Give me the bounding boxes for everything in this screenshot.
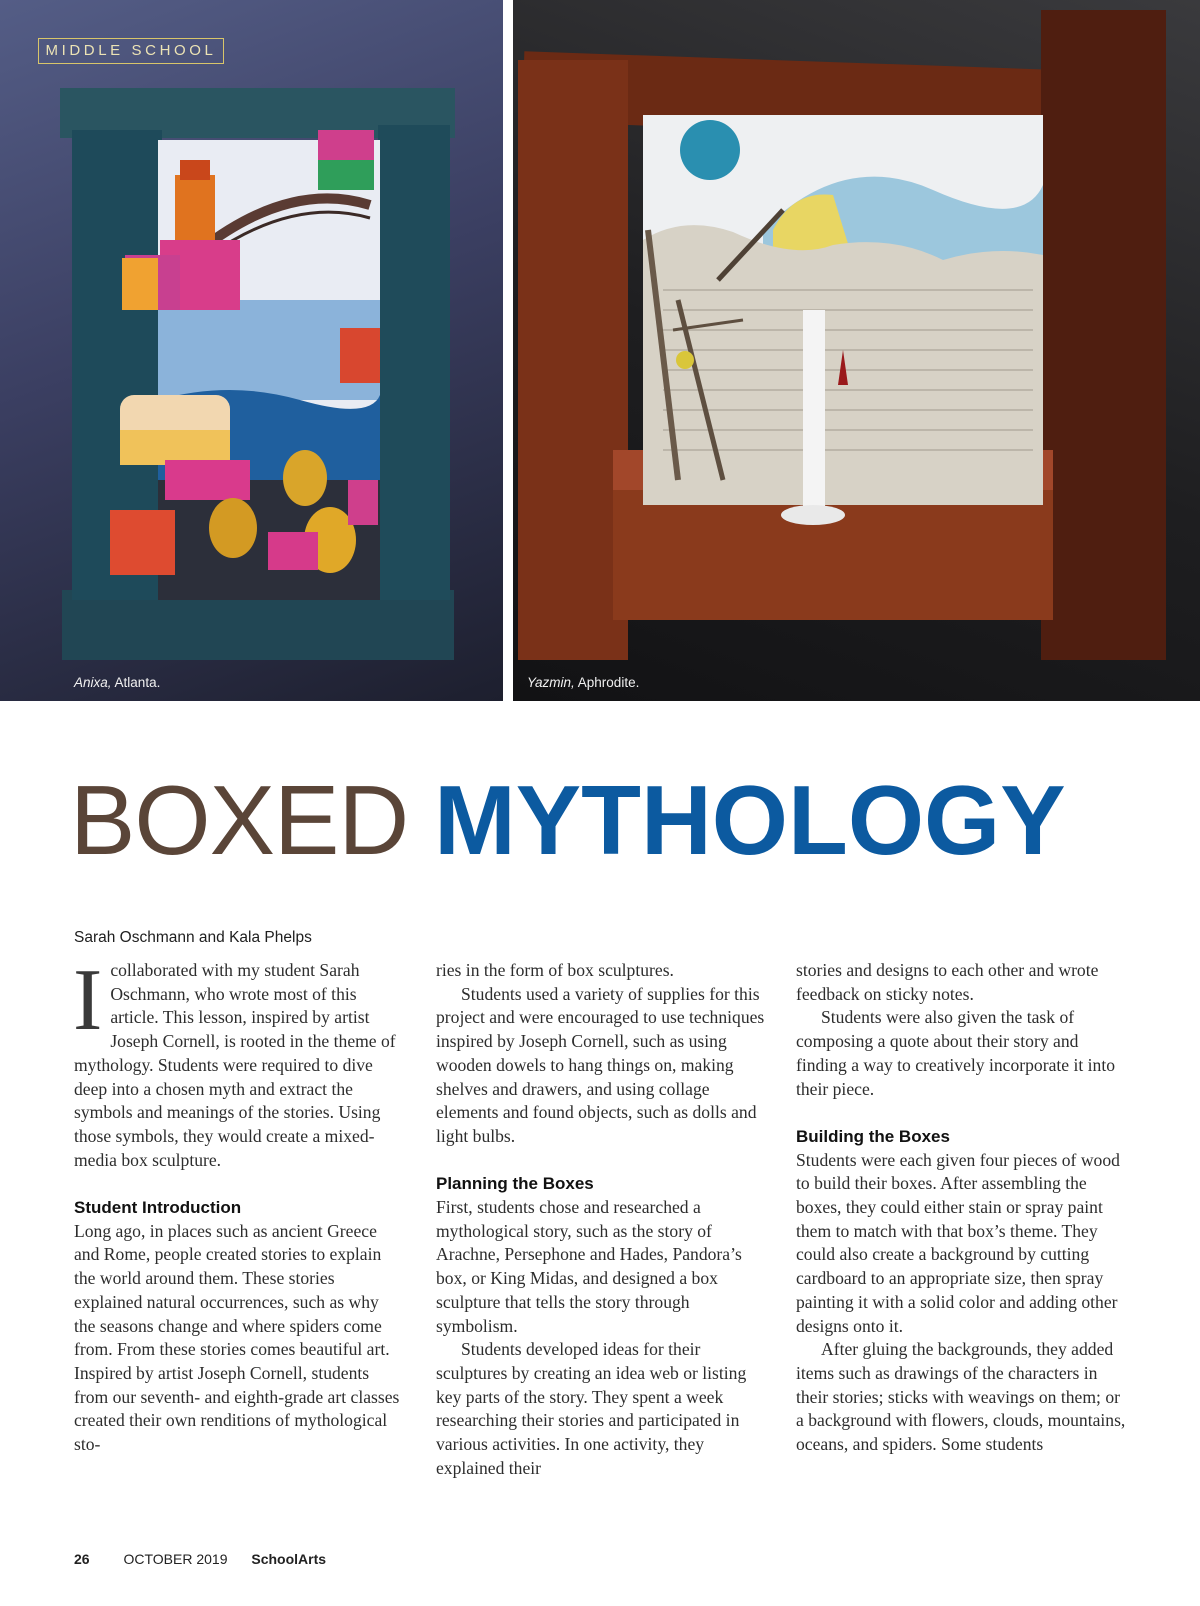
aphrodite-box-sculpture-image — [513, 0, 1200, 701]
drop-cap: I — [73, 952, 103, 1049]
photo-caption-left — [74, 675, 160, 690]
section-badge: MIDDLE SCHOOL — [38, 38, 224, 64]
headline-bold: MYTHOLOGY — [434, 765, 1066, 875]
magazine-name: SchoolArts — [251, 1551, 327, 1567]
text-column-1 — [73, 952, 404, 1457]
paragraph: After gluing the backgrounds, they added items such as drawings of the characters in their stories; sticks with weavings on them; or a background with flowers, clouds, mountains, oceans, and spiders. Some students — [796, 1339, 1126, 1455]
photo-caption-right — [527, 675, 639, 690]
paragraph: Students were each given four pieces of wood to build their boxes. After assembling the boxes, they could either stain or spray paint them to match with that box’s theme. They could also create a background by cutting cardboard to an appropriate size, then spray painting it with a solid color and adding other designs onto it. — [796, 1149, 1120, 1336]
page-footer — [74, 1551, 326, 1567]
text-column-3 — [796, 959, 1126, 1457]
headline-light: BOXED — [70, 765, 409, 875]
paragraph: stories and designs to each other and wrote feedback on sticky notes. — [796, 960, 1099, 1004]
paragraph: First, students chose and researched a mythological story, such as the story of Arachne, Persephone and Hades, Pandora’s box, or King Midas, and designed a box sculpture that tells the story through symbolism. — [436, 1197, 742, 1336]
byline: Sarah Oschmann and Kala Phelps — [74, 929, 312, 946]
page-number: 26 — [74, 1551, 90, 1567]
paragraph: Students used a variety of supplies for this project and were encouraged to use techniques inspired by Joseph Cornell, such as using wooden dowels to hang things on, making shelves and drawers, and using collage elements and found objects, such as dolls and light bulbs. — [436, 983, 765, 1146]
heading-building-the-boxes: Building the Boxes — [796, 1126, 950, 1146]
article-headline — [70, 765, 1170, 880]
issue-date: OCTOBER 2019 — [123, 1551, 228, 1567]
caption-artist: Anixa, — [74, 675, 112, 690]
photo-aphrodite — [513, 0, 1200, 701]
intro-paragraph — [73, 952, 404, 1172]
caption-title: Atlanta. — [114, 675, 161, 690]
heading-planning-the-boxes: Planning the Boxes — [436, 1174, 594, 1194]
paragraph: Students developed ideas for their sculptures by creating an idea web or listing key parts of the story. They spent a week researching their stories and participated in various activities. In one activity, they explained their — [436, 1339, 747, 1478]
heading-student-introduction: Student Introduction — [74, 1198, 242, 1218]
paragraph: Students were also given the task of composing a quote about their story and finding a way to creatively incorporate it into their piece. — [796, 1007, 1116, 1099]
caption-artist: Yazmin, — [527, 675, 575, 690]
text-column-2 — [436, 959, 766, 1480]
paragraph: Long ago, in places such as ancient Greece and Rome, people created stories to explain the world around them. These stories explained natural occurrences, such as why the seasons change and where spiders come from. From these stories comes beautiful art. Inspired by artist Joseph Cornell, students from our seventh- and eighth-grade art classes created their own renditions of mythological sto- — [74, 1220, 400, 1455]
caption-title: Aphrodite. — [577, 675, 640, 690]
atlanta-box-sculpture-image — [0, 0, 503, 701]
paragraph: ries in the form of box sculptures. — [436, 960, 674, 980]
photo-atlanta — [0, 0, 503, 701]
intro-text: collaborated with my student Sarah Oschmann, who wrote most of this article. This lesson, inspired by artist Joseph Cornell, is rooted in the theme of mythology. Students were required to dive deep into a chosen myth and extract the symbols and meanings of the stories. Using those symbols, they would create a mixed-media box sculpture. — [74, 960, 396, 1170]
